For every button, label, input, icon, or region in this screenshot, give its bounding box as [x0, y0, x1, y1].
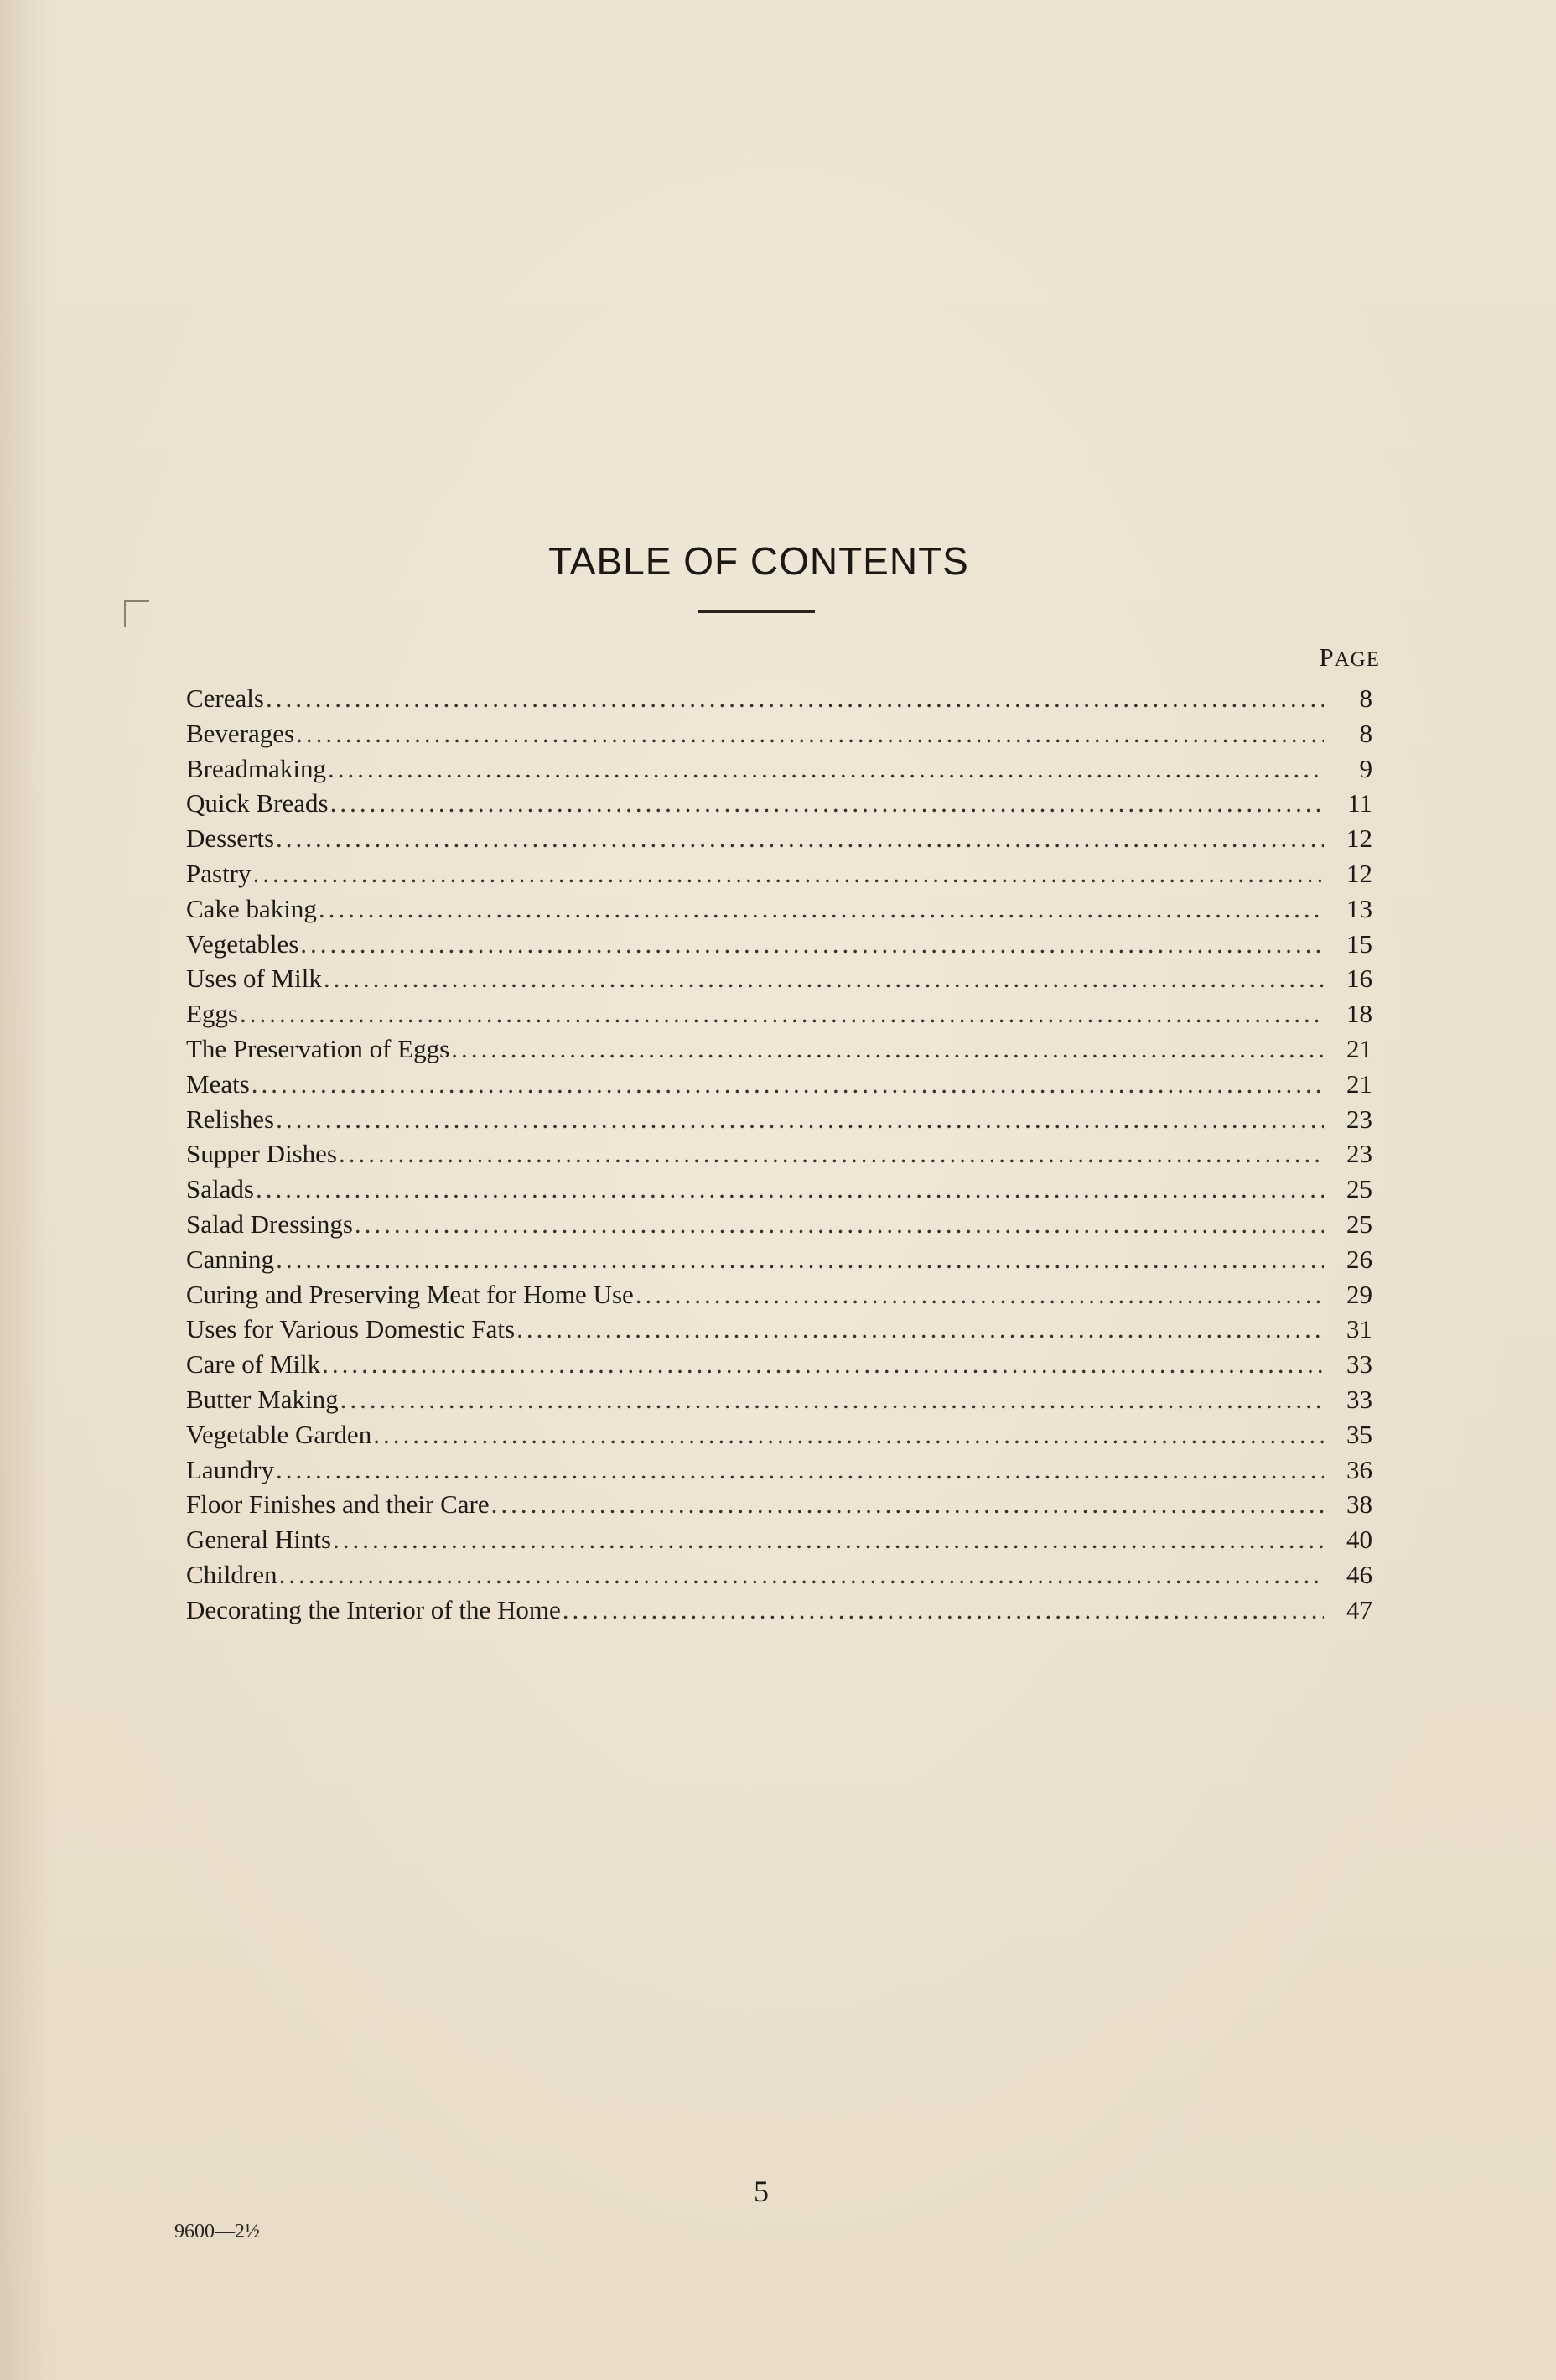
page-header-initial: P [1319, 642, 1335, 672]
toc-entry-label: Uses of Milk [186, 964, 322, 994]
toc-entry [186, 927, 1372, 962]
dot-leader [324, 961, 1324, 996]
toc-entry-page: 25 [1346, 1174, 1372, 1204]
toc-entry [186, 1312, 1372, 1347]
toc-entry-label: The Preservation of Eggs [186, 1033, 450, 1063]
toc-entry-label: Care of Milk [186, 1349, 321, 1380]
toc-entry [186, 1242, 1372, 1277]
toc-entry-label: Salads [186, 1174, 254, 1204]
dot-leader [300, 927, 1324, 962]
toc-entry-label: Canning [186, 1244, 275, 1274]
toc-entry-page: 21 [1346, 1033, 1372, 1063]
toc-entry [186, 1207, 1372, 1242]
toc-entry-page: 38 [1346, 1489, 1372, 1520]
toc-entry-page: 21 [1346, 1068, 1372, 1099]
toc-entry-label: Desserts [186, 824, 275, 854]
dot-leader [279, 1557, 1325, 1593]
toc-entry-page: 13 [1346, 893, 1372, 923]
toc-entry [186, 1522, 1372, 1557]
toc-entry-page: 33 [1346, 1349, 1372, 1380]
toc-entry [186, 1277, 1372, 1312]
dot-leader [451, 1032, 1324, 1067]
print-code: 9600—2½ [174, 2221, 260, 2242]
toc-entry-label: Breadmaking [186, 753, 327, 783]
toc-title: TABLE OF CONTENTS [548, 539, 969, 583]
toc-entry-page: 40 [1346, 1525, 1372, 1555]
dot-leader [516, 1312, 1324, 1347]
toc-entry-label: Cereals [186, 683, 264, 713]
dot-leader [276, 1102, 1324, 1137]
dot-leader [333, 1522, 1324, 1557]
toc-entry-label: Supper Dishes [186, 1139, 337, 1169]
dot-leader [635, 1277, 1324, 1312]
toc-entry [186, 821, 1372, 856]
toc-entry [186, 716, 1372, 751]
toc-entry-page: 47 [1346, 1594, 1372, 1624]
binding-shadow [0, 0, 50, 2380]
dot-leader [340, 1382, 1324, 1417]
toc-entry-page: 12 [1346, 858, 1372, 888]
toc-entry [186, 1417, 1372, 1452]
dot-leader [319, 891, 1324, 927]
toc-entry-label: Meats [186, 1068, 250, 1099]
toc-entry [186, 786, 1372, 821]
toc-entry-page: 26 [1346, 1244, 1372, 1274]
dot-leader [563, 1593, 1324, 1628]
dot-leader [252, 1067, 1324, 1102]
title-rule [698, 610, 815, 613]
toc-entry [186, 1136, 1372, 1172]
toc-entry [186, 1593, 1372, 1628]
toc-entry-label: General Hints [186, 1525, 332, 1555]
toc-entry-page: 46 [1346, 1559, 1372, 1589]
toc-entry-page: 23 [1346, 1139, 1372, 1169]
toc-entry-label: Pastry [186, 858, 252, 888]
toc-entry-page: 18 [1346, 999, 1372, 1029]
dot-leader [339, 1136, 1324, 1172]
toc-entry-page: 8 [1359, 718, 1372, 748]
dot-leader [296, 716, 1324, 751]
toc-entry [186, 1172, 1372, 1207]
dot-leader [373, 1417, 1324, 1452]
dot-leader [355, 1207, 1324, 1242]
toc-entry-label: Laundry [186, 1454, 275, 1484]
toc-entry-page: 35 [1346, 1419, 1372, 1449]
page-column-header [1319, 642, 1380, 673]
toc-entry [186, 1032, 1372, 1067]
toc-entry [186, 1102, 1372, 1137]
dot-leader [322, 1347, 1324, 1382]
toc-entry [186, 996, 1372, 1032]
toc-entry-label: Curing and Preserving Meat for Home Use [186, 1279, 634, 1309]
toc-entry-page: 8 [1359, 683, 1372, 713]
toc-entry [186, 1382, 1372, 1417]
toc-entry-page: 12 [1346, 824, 1372, 854]
toc-entry-label: Vegetable Garden [186, 1419, 372, 1449]
dot-leader [330, 786, 1324, 821]
dot-leader [328, 751, 1324, 787]
toc-entry-label: Cake baking [186, 893, 317, 923]
dot-leader [256, 1172, 1324, 1207]
dot-leader [276, 1452, 1324, 1488]
toc-entry-page: 11 [1347, 788, 1372, 818]
toc-entry-page: 15 [1346, 928, 1372, 959]
toc-entry-label: Floor Finishes and their Care [186, 1489, 490, 1520]
toc-entry-page: 29 [1346, 1279, 1372, 1309]
toc-entry [186, 856, 1372, 891]
dot-leader [491, 1487, 1324, 1522]
toc-entry-label: Butter Making [186, 1384, 339, 1414]
toc-entry-label: Quick Breads [186, 788, 329, 818]
toc-entry-label: Decorating the Interior of the Home [186, 1594, 561, 1624]
page-header-rest: AGE [1334, 648, 1380, 671]
toc-entry-label: Salad Dressings [186, 1208, 353, 1239]
corner-mark [124, 600, 149, 627]
toc-entry [186, 1557, 1372, 1593]
dot-leader [276, 1242, 1324, 1277]
toc-entry-label: Relishes [186, 1104, 275, 1134]
toc-entry-page: 25 [1346, 1208, 1372, 1239]
toc-entry [186, 681, 1372, 716]
toc-entry [186, 1487, 1372, 1522]
dot-leader [253, 856, 1325, 891]
toc-entry [186, 891, 1372, 927]
toc-entry [186, 751, 1372, 787]
toc-entry-label: Children [186, 1559, 277, 1589]
toc-entry-page: 31 [1346, 1314, 1372, 1344]
toc-list [186, 681, 1372, 1628]
page-number: 5 [754, 2175, 769, 2208]
dot-leader [240, 996, 1324, 1032]
toc-entry-page: 33 [1346, 1384, 1372, 1414]
toc-entry-label: Eggs [186, 999, 238, 1029]
dot-leader [266, 681, 1324, 716]
toc-entry [186, 1067, 1372, 1102]
toc-entry-label: Beverages [186, 718, 295, 748]
toc-entry-page: 16 [1346, 964, 1372, 994]
toc-entry [186, 1452, 1372, 1488]
toc-entry-label: Vegetables [186, 928, 299, 959]
toc-entry-page: 36 [1346, 1454, 1372, 1484]
toc-entry-label: Uses for Various Domestic Fats [186, 1314, 516, 1344]
toc-entry-page: 23 [1346, 1104, 1372, 1134]
toc-entry [186, 961, 1372, 996]
toc-entry-page: 9 [1359, 753, 1372, 783]
dot-leader [276, 821, 1324, 856]
toc-entry [186, 1347, 1372, 1382]
